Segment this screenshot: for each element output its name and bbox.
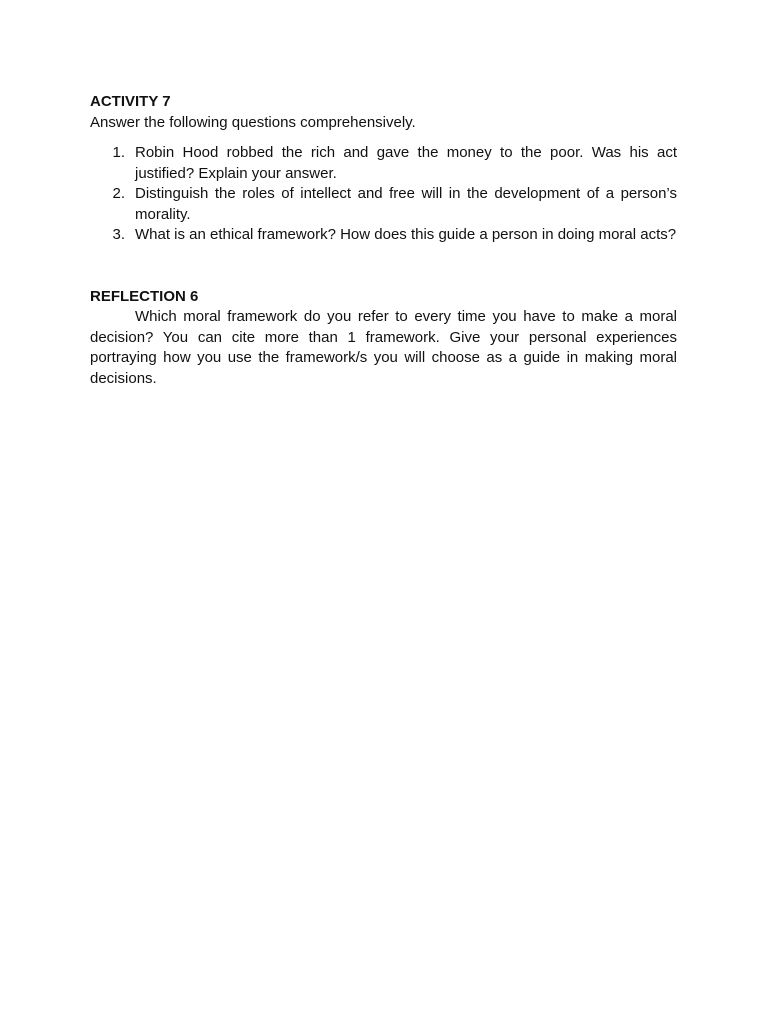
- question-text: Robin Hood robbed the rich and gave the money to the poor. Was his act justified? Explain your answer.: [135, 144, 677, 182]
- activity-title: ACTIVITY 7: [90, 93, 171, 110]
- question-text: What is an ethical framework? How does this guide a person in doing moral acts?: [135, 226, 677, 243]
- question-item: [90, 143, 677, 184]
- reflection-section: [90, 287, 677, 390]
- question-text: Distinguish the roles of intellect and free will in the development of a person’s morality.: [135, 185, 677, 223]
- document-page: [90, 92, 677, 389]
- question-number: 1.: [112, 144, 125, 161]
- question-item: [90, 184, 677, 225]
- reflection-title: REFLECTION 6: [90, 287, 199, 305]
- activity-section: [90, 92, 677, 246]
- activity-instruction: Answer the following questions comprehensively.: [90, 113, 416, 131]
- reflection-body: Which moral framework do you refer to every time you have to make a moral decision? You can cite more than 1 framework. Give your personal experiences portraying how you use the framework/s you will choose as a guide in making moral decisions.: [90, 308, 677, 387]
- question-item: [90, 225, 677, 246]
- question-list: [90, 143, 677, 246]
- question-number: 2.: [112, 185, 125, 202]
- question-number: 3.: [112, 226, 125, 243]
